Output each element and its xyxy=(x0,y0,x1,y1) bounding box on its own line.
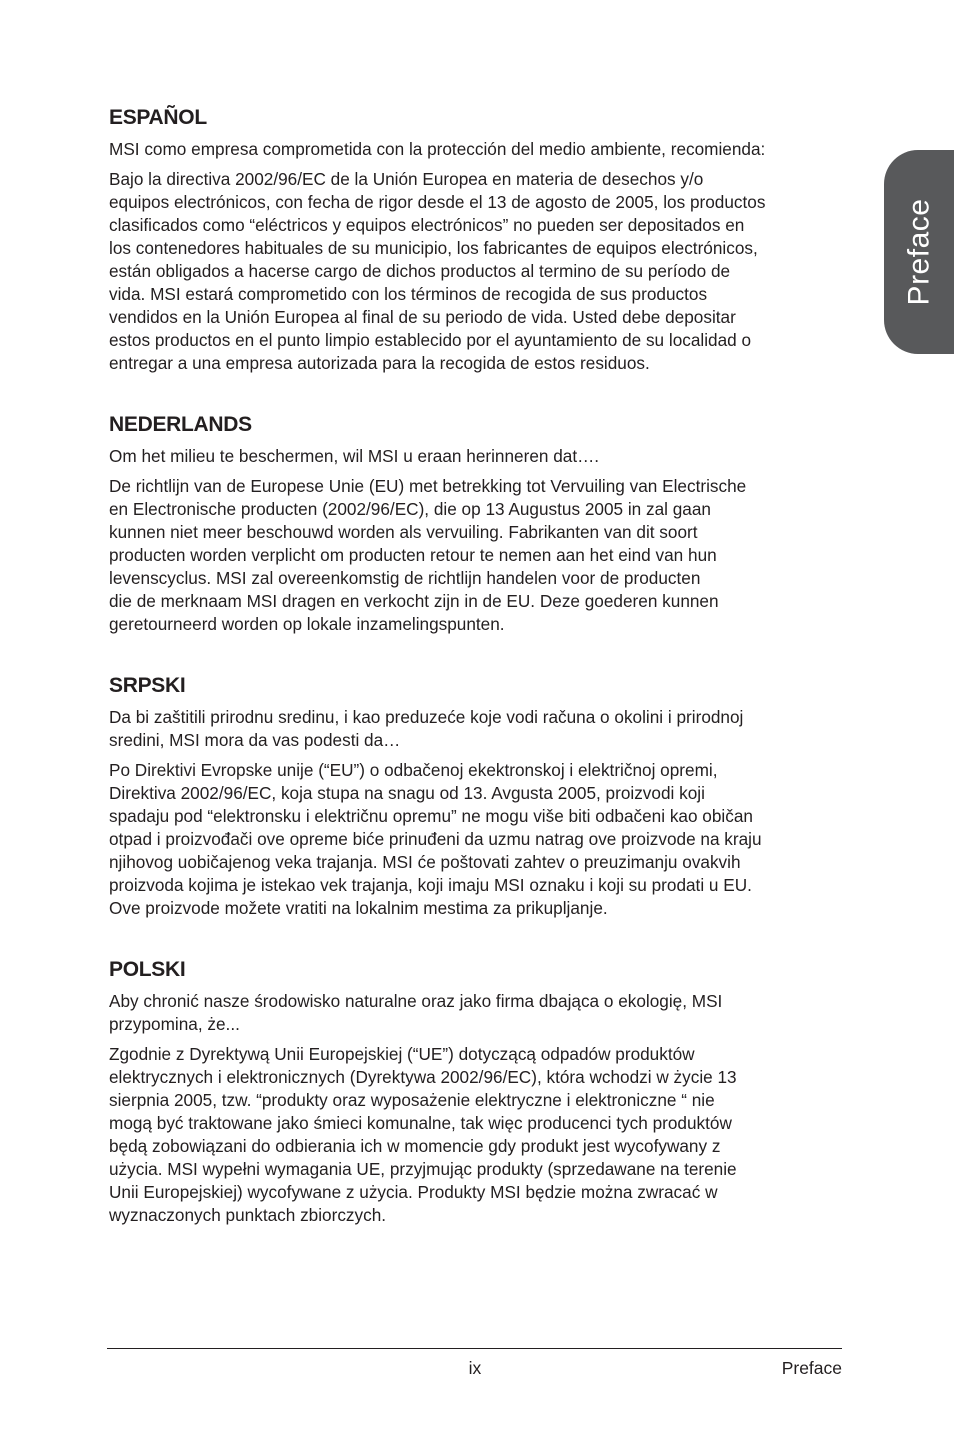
section-heading: ESPAÑOL xyxy=(109,106,207,129)
footer-section-title: Preface xyxy=(781,1358,842,1378)
section-intro-paragraph: Om het milieu te beschermen, wil MSI u eraan herinneren dat…. xyxy=(109,446,600,466)
chapter-side-tab xyxy=(884,150,954,354)
section-nederlands xyxy=(109,411,849,636)
footer-divider xyxy=(107,1348,842,1349)
footer-page-number: ix xyxy=(468,1358,482,1378)
section-body-paragraph: De richtlijn van de Europese Unie (EU) met betrekking tot Vervuiling van Electrische en Electronische producten (2002/96/EC), die op 13 Augustus 2005 in zal gaan kunnen niet meer beschouwd worden als vervuiling. Fabrikanten van dit soort producten worden verplicht om producten retour te nemen aan het eind van hun levenscyclus. MSI zal overeenkomstig de richtlijn handelen voor de producten die de merknaam MSI dragen en verkocht zijn in de EU. Deze goederen kunnen geretourneerd worden op lokale inzamelingspunten. xyxy=(109,476,747,634)
section-body-paragraph: Zgodnie z Dyrektywą Unii Europejskiej (“UE”) dotyczącą odpadów produktów elektrycznych i elektronicznych (Dyrektywa 2002/96/EC), która wchodzi w życie 13 sierpnia 2005, tzw. “produkty oraz wyposażenie elektryczne i elektroniczne “ nie mogą być traktowane jako śmieci komunalne, tak więc producenci tych produktów będą zobowiązani do odbierania ich w momencie gdy produkt jest wycofywany z użycia. MSI wypełni wymagania UE, przyjmując produkty (sprzedawane na terenie Unii Europejskiej) wycofywane z użycia. Produkty MSI będzie można zwracać w wyznaczonych punktach zbiorczych. xyxy=(109,1044,737,1225)
section-body-paragraph: Bajo la directiva 2002/96/EC de la Unión Europea en materia de desechos y/o equipos electrónicos, con fecha de rigor desde el 13 de agosto de 2005, los productos clasificados como “eléctricos y equipos electrónicos” no pueden ser depositados en los contenedores habituales de su municipio, los fabricantes de equipos electrónicos, están obligados a hacerse cargo de dichos productos al termino de su período de vida. MSI estará comprometido con los términos de recogida de sus productos vendidos en la Unión Europea al final de su periodo de vida. Usted debe depositar estos productos en el punto limpio establecido por el ayuntamiento de su localidad o entregar a una empresa autorizada para la recogida de estos residuos. xyxy=(109,169,766,373)
section-heading: NEDERLANDS xyxy=(109,413,252,436)
section-intro-paragraph: Aby chronić nasze środowisko naturalne oraz jako firma dbająca o ekologię, MSI przypomina, że... xyxy=(109,991,723,1034)
section-intro-paragraph: MSI como empresa comprometida con la protección del medio ambiente, recomienda: xyxy=(109,139,766,159)
section-srpski xyxy=(109,672,849,920)
document-body xyxy=(109,104,849,1263)
chapter-side-tab-label: Preface xyxy=(902,198,936,306)
section-espanol xyxy=(109,104,849,375)
section-intro-paragraph: Da bi zaštitili prirodnu sredinu, i kao preduzeće koje vodi računa o okolini i prirodnoj sredini, MSI mora da vas podesti da… xyxy=(109,707,744,750)
section-polski xyxy=(109,956,849,1227)
section-heading: SRPSKI xyxy=(109,674,186,697)
section-body-paragraph: Po Direktivi Evropske unije (“EU”) o odbačenoj ekektronskoj i električnoj opremi, Direktiva 2002/96/EC, koja stupa na snagu od 13. Avgusta 2005, proizvodi koji spadaju pod “elektronsku i električnu opremu” ne mogu više biti odbačeni kao običan otpad i proizvođači ove opreme biće prinuđeni da uzmu natrag ove proizvode na kraju njihovog uobičajenog veka trajanja. MSI će poštovati zahtev o preuzimanju ovakvih proizvoda kojima je istekao vek trajanja, koji imaju MSI oznaku i koji su prodati u EU. Ove proizvode možete vratiti na lokalnim mestima za prikupljanje. xyxy=(109,760,762,918)
section-heading: POLSKI xyxy=(109,958,186,981)
